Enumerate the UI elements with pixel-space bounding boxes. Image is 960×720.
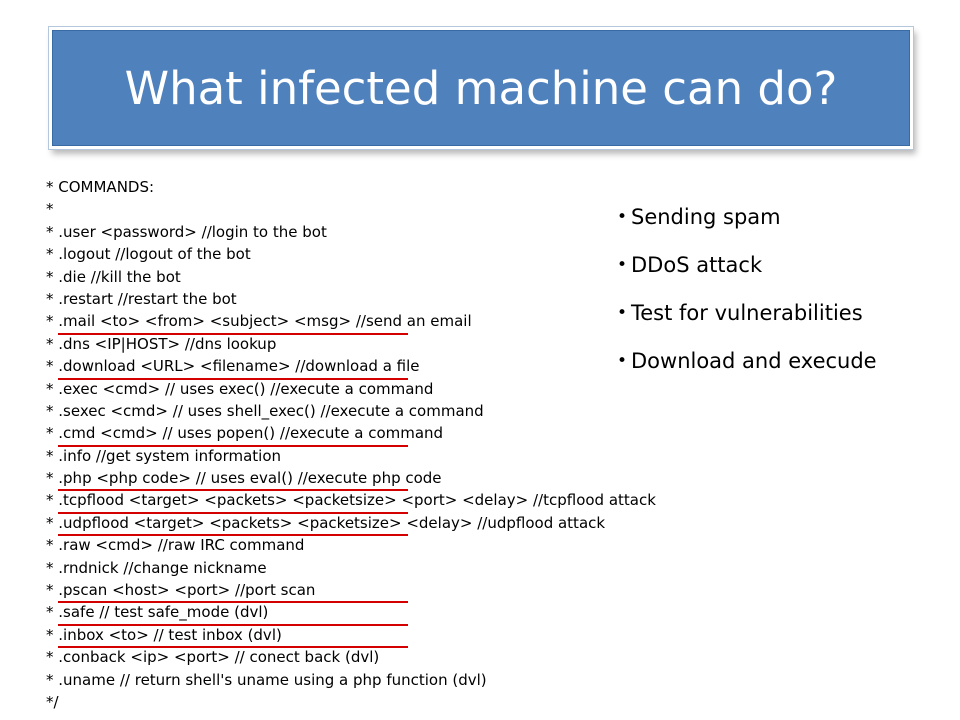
- title-box: [52, 30, 910, 146]
- bullet-text: Download and execude: [631, 349, 877, 373]
- command-line: [46, 266, 666, 288]
- command-text: * .tcpflood <target> <packets> <packetsize> <port> <delay> //tcpflood attack: [46, 491, 656, 510]
- command-text: * .exec <cmd> // uses exec() //execute a command: [46, 379, 434, 398]
- commands-list: [46, 176, 666, 713]
- command-text: *: [46, 200, 54, 219]
- bullet-text: Test for vulnerabilities: [631, 301, 863, 325]
- command-text: * .php <php code> // uses eval() //execute php code: [46, 469, 442, 488]
- bullet-item: [617, 200, 877, 248]
- command-line: [46, 512, 666, 534]
- command-text: * .die //kill the bot: [46, 267, 181, 286]
- command-line: [46, 176, 666, 198]
- command-line: [46, 221, 666, 243]
- command-line: [46, 579, 666, 601]
- command-text: * .restart //restart the bot: [46, 289, 237, 308]
- command-text: * .sexec <cmd> // uses shell_exec() //execute a command: [46, 401, 484, 420]
- command-text: * .uname // return shell's uname using a php function (dvl): [46, 670, 487, 689]
- command-line: [46, 624, 666, 646]
- command-line: [46, 198, 666, 220]
- command-text: * .safe // test safe_mode (dvl): [46, 603, 269, 622]
- bullet-dot-icon: •: [617, 351, 628, 371]
- command-line: [46, 243, 666, 265]
- command-text: * .user <password> //login to the bot: [46, 222, 327, 241]
- command-text: * .conback <ip> <port> // conect back (dvl): [46, 648, 380, 667]
- command-line: [46, 400, 666, 422]
- command-line: [46, 669, 666, 691]
- bullet-dot-icon: •: [617, 255, 628, 275]
- command-line: [46, 601, 666, 623]
- bullet-text: Sending spam: [631, 205, 781, 229]
- command-line: [46, 422, 666, 444]
- command-text: * .info //get system information: [46, 446, 282, 465]
- bullet-item: [617, 344, 877, 392]
- command-text: * .rndnick //change nickname: [46, 558, 267, 577]
- command-text: * .raw <cmd> //raw IRC command: [46, 536, 305, 555]
- command-line: [46, 445, 666, 467]
- command-line: [46, 646, 666, 668]
- command-line: [46, 355, 666, 377]
- command-line: [46, 288, 666, 310]
- command-text: * .inbox <to> // test inbox (dvl): [46, 625, 282, 644]
- bullet-list: [617, 200, 877, 392]
- command-line: [46, 691, 666, 713]
- command-text: * .pscan <host> <port> //port scan: [46, 581, 316, 600]
- command-line: [46, 310, 666, 332]
- bullet-dot-icon: •: [617, 303, 628, 323]
- bullet-text: DDoS attack: [631, 253, 763, 277]
- command-text: * COMMANDS:: [46, 178, 155, 196]
- slide-title: What infected machine can do?: [124, 61, 838, 115]
- command-text: * .cmd <cmd> // uses popen() //execute a command: [46, 424, 444, 443]
- command-text: * .dns <IP|HOST> //dns lookup: [46, 334, 277, 353]
- command-text: * .udpflood <target> <packets> <packetsize> <delay> //udpflood attack: [46, 513, 606, 532]
- command-line: [46, 467, 666, 489]
- command-line: [46, 333, 666, 355]
- bullet-item: [617, 296, 877, 344]
- command-text: * .mail <to> <from> <subject> <msg> //send an email: [46, 312, 472, 331]
- command-line: [46, 534, 666, 556]
- command-line: [46, 378, 666, 400]
- bullet-dot-icon: •: [617, 207, 628, 227]
- command-text: */: [46, 692, 59, 711]
- command-text: * .logout //logout of the bot: [46, 245, 251, 264]
- command-text: * .download <URL> <filename> //download a file: [46, 357, 420, 376]
- command-line: [46, 489, 666, 511]
- command-line: [46, 557, 666, 579]
- bullet-item: [617, 248, 877, 296]
